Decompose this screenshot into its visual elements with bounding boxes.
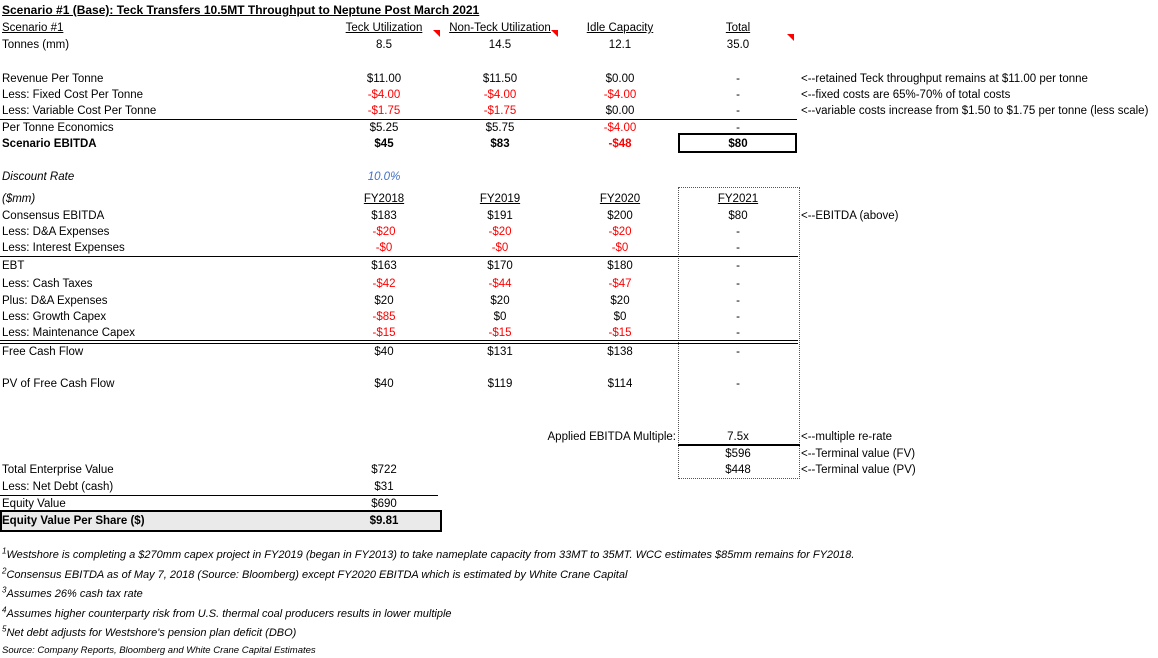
scenario-ebitda-row-label: Scenario EBITDA <box>2 138 97 150</box>
equity-value-row-label: Equity Value <box>2 498 66 510</box>
scenario-ebitda-row-v4: $80 <box>728 138 748 150</box>
fy-header-row-v2: FY2019 <box>479 193 521 205</box>
variable-cost-row-label: Less: Variable Cost Per Tonne <box>2 105 157 117</box>
maintenance-capex-row-v4: - <box>736 327 740 339</box>
net-debt-row-v1: $31 <box>374 481 394 493</box>
page-title: Scenario #1 (Base): Teck Transfers 10.5MT Throughput to Neptune Post March 2021 <box>2 3 480 17</box>
plus-da-row-v3: $20 <box>610 295 630 307</box>
plus-da-row-label: Plus: D&A Expenses <box>2 295 108 307</box>
da-expenses-row-v4: - <box>736 226 740 238</box>
col-header-row <box>0 20 1158 36</box>
pv-fcf-row-v1: $40 <box>374 378 394 390</box>
col-header-row-label: Scenario #1 <box>2 22 64 34</box>
fixed-cost-row <box>0 87 1158 103</box>
per-tonne-economics-row-v1: $5.25 <box>369 122 399 134</box>
consensus-ebitda-row-v4: $80 <box>728 210 748 222</box>
revenue-per-tonne-row-v2: $11.50 <box>482 73 518 85</box>
consensus-ebitda-row-v2: $191 <box>487 210 513 222</box>
growth-capex-row <box>0 309 1158 325</box>
ebt-row-v4: - <box>736 260 740 272</box>
da-expenses-row-label: Less: D&A Expenses <box>2 226 110 238</box>
maintenance-capex-row-v3: -$15 <box>608 327 632 339</box>
da-expenses-row-v3: -$20 <box>608 226 632 238</box>
footnote-3 <box>2 585 143 600</box>
cash-taxes-row-v1: -$42 <box>372 278 396 290</box>
footnote-1 <box>2 546 855 561</box>
revenue-per-tonne-row <box>0 71 1158 87</box>
ebt-row <box>0 258 1158 274</box>
discount-rate-row-label: Discount Rate <box>2 171 75 183</box>
consensus-ebitda-row-v3: $200 <box>607 210 633 222</box>
equity-value-row-v1: $690 <box>371 498 397 510</box>
interest-expenses-row <box>0 240 1158 256</box>
footnote-marker: 2 <box>2 566 7 576</box>
pv-fcf-row-v4: - <box>736 378 740 390</box>
footnote-marker: 3 <box>2 585 7 595</box>
per-tonne-economics-row-label: Per Tonne Economics <box>2 122 114 134</box>
variable-cost-row-note: <--variable costs increase from $1.50 to $1.75 per tonne (less scale) <box>801 105 1149 117</box>
consensus-ebitda-row-label: Consensus EBITDA <box>2 210 105 222</box>
discount-rate-row-v1: 10.0% <box>367 171 401 183</box>
cash-taxes-row-v2: -$44 <box>488 278 512 290</box>
col-header-row-v2: Non-Teck Utilization <box>449 22 551 34</box>
footnote-marker: 5 <box>2 624 7 634</box>
free-cash-flow-row-v2: $131 <box>487 346 513 358</box>
equity-value-row <box>0 496 1158 512</box>
tonnes-row-v2: 14.5 <box>488 39 512 51</box>
per-tonne-economics-row-v2: $5.75 <box>485 122 515 134</box>
maintenance-capex-row-label: Less: Maintenance Capex <box>2 327 135 339</box>
da-expenses-row-v2: -$20 <box>488 226 512 238</box>
equity-per-share-row <box>0 513 1158 529</box>
col-header-row-v4: Total <box>725 22 751 34</box>
plus-da-row-v4: - <box>736 295 740 307</box>
footnote-text: Assumes higher counterparty risk from U.S. thermal coal producers results in lower multiple <box>6 608 452 620</box>
net-debt-row-label: Less: Net Debt (cash) <box>2 481 114 493</box>
revenue-per-tonne-row-note: <--retained Teck throughput remains at $11.00 per tonne <box>801 73 1088 85</box>
free-cash-flow-row-v3: $138 <box>607 346 633 358</box>
revenue-per-tonne-row-v1: $11.00 <box>366 73 402 85</box>
footnote-4 <box>2 605 452 620</box>
tonnes-row-v3: 12.1 <box>608 39 632 51</box>
tonnes-row-label: Tonnes (mm) <box>2 39 70 51</box>
applied-multiple-row-label: Applied EBITDA Multiple: <box>547 431 676 443</box>
equity-per-share-row-v1: $9.81 <box>369 515 399 527</box>
fixed-cost-row-v1: -$4.00 <box>367 89 401 101</box>
tev-row-v4: $448 <box>725 464 751 476</box>
pv-fcf-row-v3: $114 <box>607 378 633 390</box>
plus-da-row <box>0 293 1158 309</box>
consensus-ebitda-row-v1: $183 <box>371 210 397 222</box>
free-cash-flow-row-v4: - <box>736 346 740 358</box>
tev-row-note: <--Terminal value (PV) <box>801 464 916 476</box>
fy-header-row-label: ($mm) <box>2 193 36 205</box>
applied-multiple-row-note: <--multiple re-rate <box>801 431 893 443</box>
pv-fcf-row-v2: $119 <box>487 378 513 390</box>
free-cash-flow-row <box>0 344 1158 360</box>
variable-cost-row-v4: - <box>736 105 740 117</box>
fy-header-row-v1: FY2018 <box>363 193 405 205</box>
tonnes-row-v1: 8.5 <box>376 39 392 51</box>
ebt-row-label: EBT <box>2 260 25 272</box>
free-cash-flow-row-v1: $40 <box>374 346 394 358</box>
tonnes-row <box>0 37 1158 53</box>
footnote-marker: 1 <box>2 546 7 556</box>
cash-taxes-row-label: Less: Cash Taxes <box>2 278 93 290</box>
col-header-row-v1: Teck Utilization <box>345 22 423 34</box>
interest-expenses-row-v4: - <box>736 242 740 254</box>
terminal-fv-row <box>0 446 1158 462</box>
fy-header-row-v3: FY2020 <box>599 193 641 205</box>
ebt-row-v3: $180 <box>607 260 633 272</box>
scenario-ebitda-row <box>0 136 1158 152</box>
pv-fcf-row-label: PV of Free Cash Flow <box>2 378 115 390</box>
variable-cost-row-v3: $0.00 <box>605 105 635 117</box>
variable-cost-row <box>0 103 1158 119</box>
cash-taxes-row-v4: - <box>736 278 740 290</box>
equity-per-share-row-label: Equity Value Per Share ($) <box>2 515 145 527</box>
cash-taxes-row-v3: -$47 <box>608 278 632 290</box>
per-tonne-economics-row-v4: - <box>736 122 740 134</box>
footnote-marker: 4 <box>2 605 7 615</box>
fixed-cost-row-label: Less: Fixed Cost Per Tonne <box>2 89 144 101</box>
footnote-text: Westshore is completing a $270mm capex project in FY2019 (began in FY2013) to take nameplate capacity from 33MT to 35MT. WCC estimates $85mm remains for FY2018. <box>6 549 855 561</box>
da-expenses-row <box>0 224 1158 240</box>
tev-row <box>0 462 1158 478</box>
divider-line <box>0 256 798 257</box>
tev-row-label: Total Enterprise Value <box>2 464 114 476</box>
per-tonne-economics-row <box>0 120 1158 136</box>
footnote-5 <box>2 624 297 639</box>
applied-multiple-row <box>0 429 1158 445</box>
footnote-text: Assumes 26% cash tax rate <box>6 588 143 600</box>
ebt-row-v1: $163 <box>371 260 397 272</box>
col-header-row-v3: Idle Capacity <box>586 22 654 34</box>
per-tonne-economics-row-v3: -$4.00 <box>603 122 637 134</box>
growth-capex-row-label: Less: Growth Capex <box>2 311 107 323</box>
applied-multiple-row-v4: 7.5x <box>727 431 749 443</box>
revenue-per-tonne-row-v4: - <box>736 73 740 85</box>
interest-expenses-row-v2: -$0 <box>491 242 509 254</box>
growth-capex-row-v2: $0 <box>493 311 507 323</box>
consensus-ebitda-row-note: <--EBITDA (above) <box>801 210 899 222</box>
scenario-ebitda-row-v1: $45 <box>374 138 394 150</box>
pv-fcf-row <box>0 376 1158 392</box>
scenario-ebitda-row-v3: -$48 <box>608 138 632 150</box>
da-expenses-row-v1: -$20 <box>372 226 396 238</box>
revenue-per-tonne-row-label: Revenue Per Tonne <box>2 73 104 85</box>
maintenance-capex-row <box>0 325 1158 341</box>
tev-row-v1: $722 <box>371 464 397 476</box>
interest-expenses-row-v3: -$0 <box>611 242 629 254</box>
fixed-cost-row-v4: - <box>736 89 740 101</box>
free-cash-flow-row-label: Free Cash Flow <box>2 346 84 358</box>
footnote-text: Net debt adjusts for Westshore's pension plan deficit (DBO) <box>6 627 297 639</box>
fy-header-row <box>0 191 1158 207</box>
fy-header-row-v4: FY2021 <box>717 193 759 205</box>
discount-rate-row <box>0 169 1158 185</box>
tonnes-row-v4: 35.0 <box>726 39 750 51</box>
fixed-cost-row-v2: -$4.00 <box>483 89 517 101</box>
net-debt-row <box>0 479 1158 495</box>
cash-taxes-row <box>0 276 1158 292</box>
footnote-2 <box>2 566 628 581</box>
variable-cost-row-v2: -$1.75 <box>483 105 517 117</box>
footnote-text: Consensus EBITDA as of May 7, 2018 (Source: Bloomberg) except FY2020 EBITDA which is estimated by White Crane Capital <box>6 569 628 581</box>
interest-expenses-row-v1: -$0 <box>375 242 393 254</box>
plus-da-row-v2: $20 <box>490 295 510 307</box>
growth-capex-row-v3: $0 <box>613 311 627 323</box>
growth-capex-row-v4: - <box>736 311 740 323</box>
scenario-ebitda-row-v2: $83 <box>490 138 510 150</box>
fixed-cost-row-v3: -$4.00 <box>603 89 637 101</box>
growth-capex-row-v1: -$85 <box>372 311 396 323</box>
terminal-fv-row-note: <--Terminal value (FV) <box>801 448 916 460</box>
maintenance-capex-row-v2: -$15 <box>488 327 512 339</box>
plus-da-row-v1: $20 <box>374 295 394 307</box>
source-line: Source: Company Reports, Bloomberg and White Crane Capital Estimates <box>2 645 316 656</box>
variable-cost-row-v1: -$1.75 <box>367 105 401 117</box>
consensus-ebitda-row <box>0 208 1158 224</box>
maintenance-capex-row-v1: -$15 <box>372 327 396 339</box>
terminal-fv-row-v4: $596 <box>725 448 751 460</box>
fixed-cost-row-note: <--fixed costs are 65%-70% of total costs <box>801 89 1011 101</box>
interest-expenses-row-label: Less: Interest Expenses <box>2 242 125 254</box>
ebt-row-v2: $170 <box>487 260 513 272</box>
revenue-per-tonne-row-v3: $0.00 <box>605 73 635 85</box>
